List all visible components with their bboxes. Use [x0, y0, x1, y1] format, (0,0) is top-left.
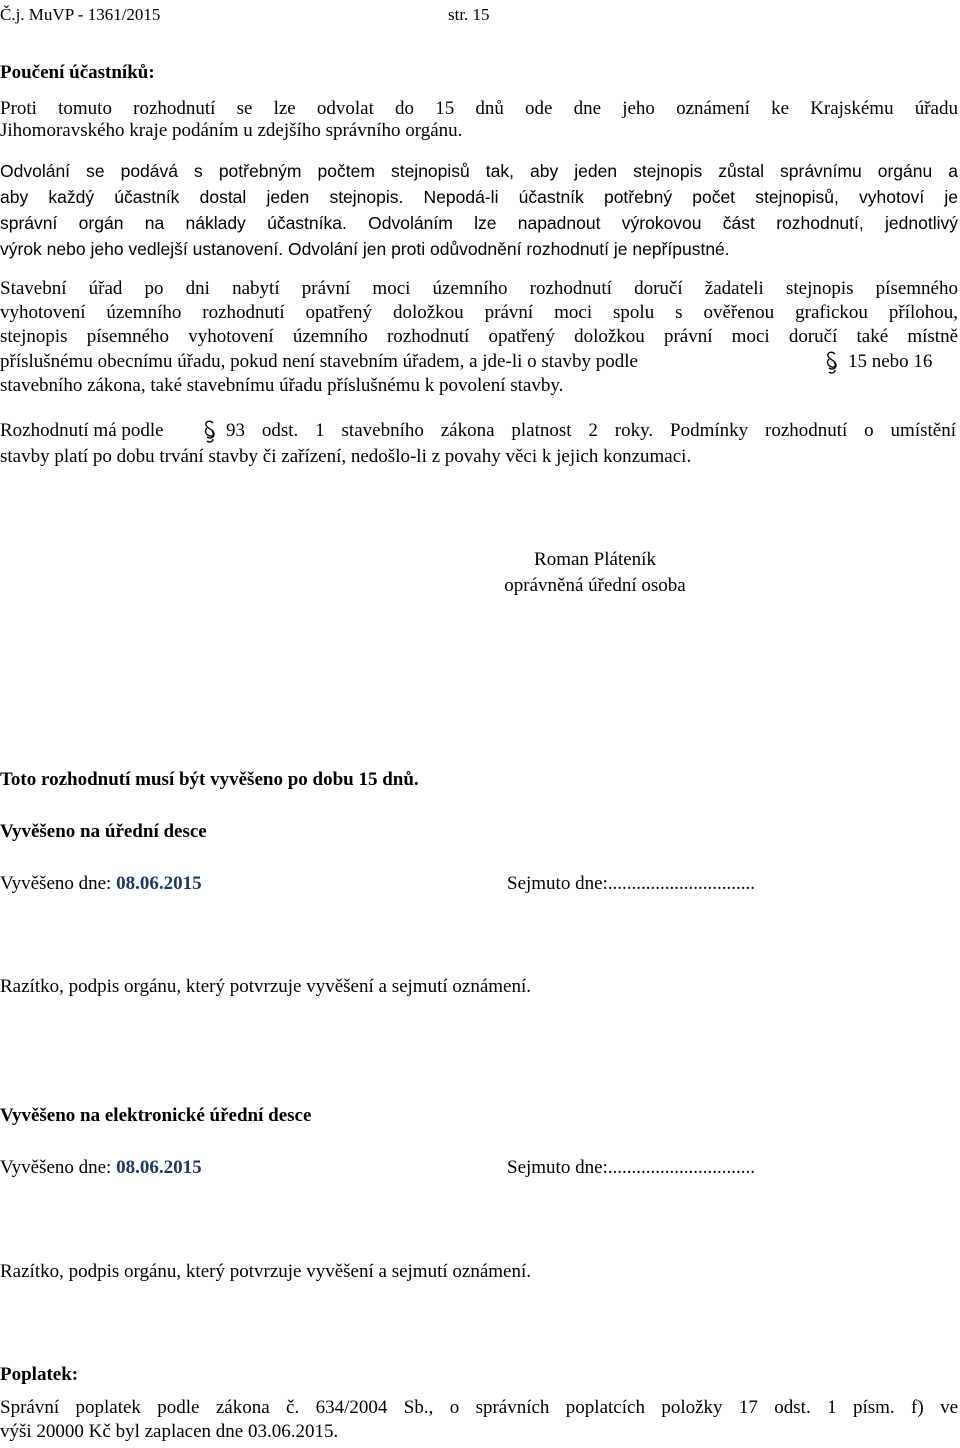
electronic-board-heading: Vyvěšeno na elektronické úřední desce — [0, 1105, 312, 1126]
page-number: str. 15 — [448, 5, 490, 24]
posted-label: Vyvěšeno dne: — [0, 873, 117, 894]
board-heading: Vyvěšeno na úřední desce — [0, 821, 207, 842]
removed-label: Sejmuto dne:............................... — [507, 873, 756, 894]
building-office-line-1: Stavební úřad po dni nabytí právní moci územního rozhodnutí doručí žadateli stejnopis písemného — [0, 278, 958, 299]
fee-text-line-1: Správní poplatek podle zákona č. 634/2004 Sb., o správních poplatcích položky 17 odst. 1 písm. f) ve — [0, 1397, 958, 1418]
appeal-copies-line-3: správní orgán na náklady účastníka. Odvoláním lze napadnout výrokovou část rozhodnutí, jednotlivý — [0, 213, 958, 233]
appeal-copies-line-2: aby každý účastník dostal jeden stejnopis. Nepodá-li účastník potřebný počet stejnopisů, vyhotoví je — [0, 187, 958, 207]
building-office-line-5: stavebního zákona, také stavebnímu úřadu příslušnému k povolení stavby. — [0, 375, 564, 396]
appeal-text-line-2: Jihomoravského kraje podáním u zdejšího správního orgánu. — [0, 120, 463, 141]
stamp-note: Razítko, podpis orgánu, který potvrzuje vyvěšení a sejmutí oznámení. — [0, 976, 531, 997]
official-name: Roman Pláteník — [534, 549, 656, 570]
validity-line-2: stavby platí po dobu trvání stavby či zařízení, nedošlo-li z povahy věci k jejich konzumaci. — [0, 446, 692, 467]
posted-row-electronic — [0, 1157, 958, 1179]
posted-date: 08.06.2015 — [116, 1157, 202, 1178]
appeal-copies-line-4: výrok nebo jeho vedlejší ustanovení. Odvolání jen proti odůvodnění rozhodnutí je nepřípustné. — [0, 239, 730, 259]
removed-label: Sejmuto dne:............................... — [507, 1157, 756, 1178]
page-header — [0, 4, 958, 26]
instructions-heading: Poučení účastníků: — [0, 62, 155, 83]
building-office-line-2: vyhotovení územního rozhodnutí opatřený doložkou právní moci spolu s ověřenou grafickou přílohou, — [0, 302, 958, 323]
posting-notice: Toto rozhodnutí musí být vyvěšeno po dobu 15 dnů. — [0, 769, 419, 790]
building-office-line-3: stejnopis písemného vyhotovení územního rozhodnutí opatřený doložkou právní moci doručí také místně — [0, 326, 958, 347]
posted-row — [0, 873, 958, 895]
official-role: oprávněná úřední osoba — [504, 575, 686, 596]
fee-text-line-2: výši 20000 Kč byl zaplacen dne 03.06.2015. — [0, 1421, 339, 1442]
document-reference: Č.j. MuVP - 1361/2015 — [0, 5, 161, 24]
appeal-text-line-1: Proti tomuto rozhodnutí se lze odvolat do 15 dnů ode dne jeho oznámení ke Krajskému úřadu — [0, 98, 958, 119]
fee-heading: Poplatek: — [0, 1364, 79, 1385]
appeal-copies-line-1: Odvolání se podává s potřebným počtem stejnopisů tak, aby jeden stejnopis zůstal správnímu orgánu a — [0, 161, 958, 181]
posted-label: Vyvěšeno dne: — [0, 1157, 117, 1178]
stamp-note-electronic: Razítko, podpis orgánu, který potvrzuje vyvěšení a sejmutí oznámení. — [0, 1261, 531, 1282]
posted-date: 08.06.2015 — [116, 873, 202, 894]
